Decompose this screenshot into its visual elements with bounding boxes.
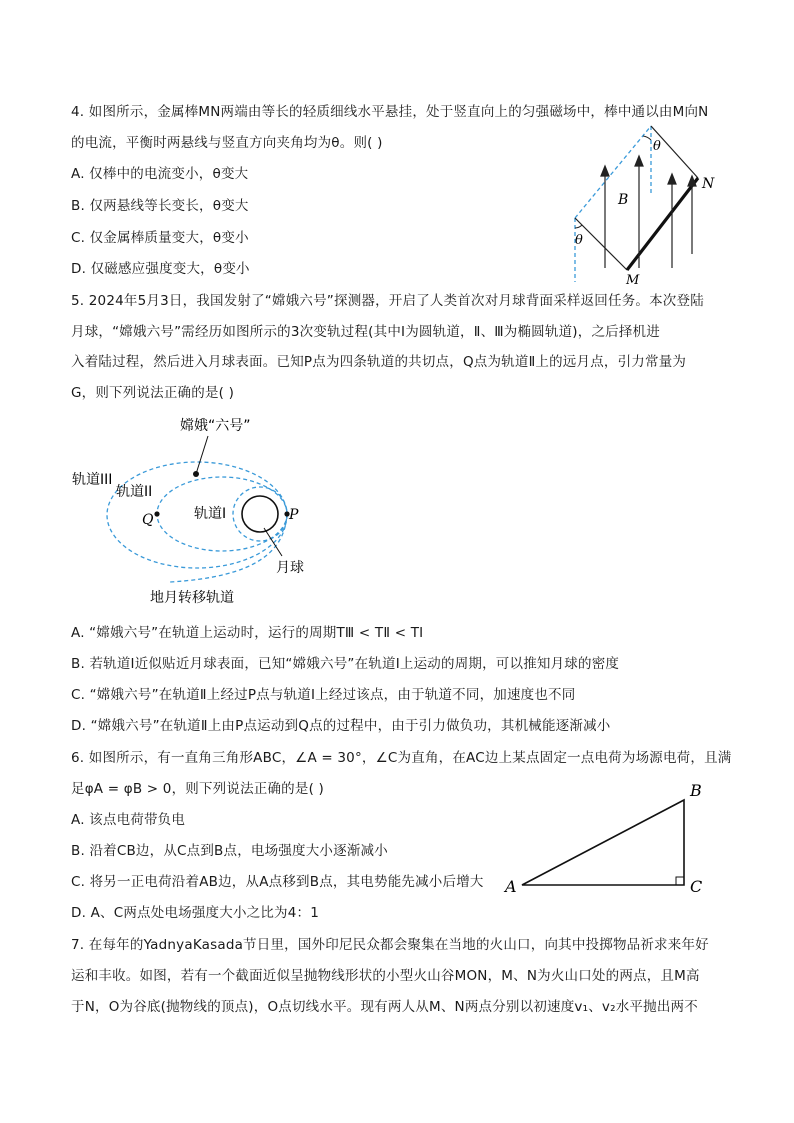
q5-label-orbit-2: 轨道II xyxy=(116,484,153,500)
q5-figure xyxy=(70,412,330,612)
q4-stem-line-1: 4. 如图所示，金属棒MN两端由等长的轻质细线水平悬挂，处于竖直向上的匀强磁场中，棒中通以由M向N xyxy=(71,104,709,120)
q6-figure xyxy=(500,778,715,898)
q4-label-b: B xyxy=(618,192,629,208)
q4-theta-top: θ xyxy=(653,139,661,154)
q6-triangle-abc xyxy=(522,800,684,885)
q4-option-a: A. 仅棒中的电流变小，θ变大 xyxy=(71,166,249,182)
q5-option-b: B. 若轨道Ⅰ近似贴近月球表面，已知“嫦娥六号”在轨道Ⅰ上运动的周期，可以推知月球的密度 xyxy=(71,656,620,672)
q5-stem-line-2: 月球，“嫦娥六号”需经历如图所示的3次变轨过程(其中Ⅰ为圆轨道，Ⅱ、Ⅲ为椭圆轨道)，之后择机进 xyxy=(71,324,660,340)
q5-option-c: C. “嫦娥六号”在轨道Ⅱ上经过P点与轨道Ⅰ上经过该点，由于轨道不同，加速度也不同 xyxy=(71,687,576,703)
q6-label-b: B xyxy=(690,781,702,800)
q4-option-d: D. 仅磁感应强度变大，θ变小 xyxy=(71,261,250,277)
q6-stem-line-1: 6. 如图所示，有一直角三角形ABC，∠A = 30°，∠C为直角，在AC边上某点固定一点电荷为场源电荷，且满 xyxy=(71,750,732,766)
q4-rod-mn xyxy=(627,178,698,270)
q5-stem-line-4: G，则下列说法正确的是( ) xyxy=(71,385,235,401)
q7-stem-line-3: 于N，O为谷底(抛物线的顶点)，O点切线水平。现有两人从M、N两点分别以初速度v₁、v₂水平抛出两不 xyxy=(71,999,698,1015)
q5-label-p: P xyxy=(289,507,299,523)
q5-label-moon: 月球 xyxy=(276,560,304,576)
q6-label-a: A xyxy=(505,877,517,896)
q4-label-m: M xyxy=(626,273,640,285)
q6-option-d: D. A、C两点处电场强度大小之比为4：1 xyxy=(71,905,320,921)
q6-option-a: A. 该点电荷带负电 xyxy=(71,812,186,828)
q5-point-q xyxy=(154,511,159,516)
q5-stem-line-3: 入着陆过程，然后进入月球表面。已知P点为四条轨道的共切点，Q点为轨道Ⅱ上的远月点，引力常量为 xyxy=(71,354,687,370)
q5-label-transfer: 地月转移轨道 xyxy=(150,590,234,606)
q5-label-q: Q xyxy=(142,512,154,528)
q5-label-orbit-1: 轨道I xyxy=(194,506,227,522)
q5-stem-line-1: 5. 2024年5月3日，我国发射了“嫦娥六号”探测器，开启了人类首次对月球背面采样返回任务。本次登陆 xyxy=(71,293,704,309)
q5-label-probe: 嫦娥“六号” xyxy=(180,418,251,434)
q4-theta-left: θ xyxy=(575,233,583,248)
q4-stem-line-2: 的电流，平衡时两悬线与竖直方向夹角均为θ。则( ) xyxy=(71,135,383,151)
q6-right-angle-mark xyxy=(676,877,684,885)
q5-option-a: A. “嫦娥六号”在轨道上运动时，运行的周期TⅢ < TⅡ < TⅠ xyxy=(71,625,424,641)
q4-field-arrows xyxy=(601,156,696,268)
q4-arc-top xyxy=(643,136,651,140)
q5-option-d: D. “嫦娥六号”在轨道Ⅱ上由P点运动到Q点的过程中，由于引力做负功，其机械能逐渐减小 xyxy=(71,718,611,734)
q6-option-c: C. 将另一正电荷沿着AB边，从A点移到B点，其电势能先减小后增大 xyxy=(71,874,484,890)
q5-moon xyxy=(242,496,278,532)
q4-option-c: C. 仅金属棒质量变大，θ变小 xyxy=(71,230,249,246)
q4-arc-left xyxy=(575,225,582,228)
q4-option-b: B. 仅两悬线等长变长，θ变大 xyxy=(71,198,249,214)
q7-stem-line-2: 运和丰收。如图，若有一个截面近似呈抛物线形状的小型火山谷MON，M、N为火山口处的两点，且M高 xyxy=(71,968,700,984)
q6-option-b: B. 沿着CB边，从C点到B点，电场强度大小逐渐减小 xyxy=(71,843,388,859)
q7-stem-line-1: 7. 在每年的YadnyaKasada节日里，国外印尼民众都会聚集在当地的火山口，向其中投掷物品祈求来年好 xyxy=(71,937,709,953)
q4-figure xyxy=(560,120,730,285)
q6-label-c: C xyxy=(690,877,703,896)
q5-probe-leader xyxy=(196,436,208,474)
q5-label-orbit-3: 轨道III xyxy=(72,472,113,488)
q4-label-n: N xyxy=(702,176,715,192)
q6-stem-line-2: 足φA = φB > 0，则下列说法正确的是( ) xyxy=(71,781,325,797)
